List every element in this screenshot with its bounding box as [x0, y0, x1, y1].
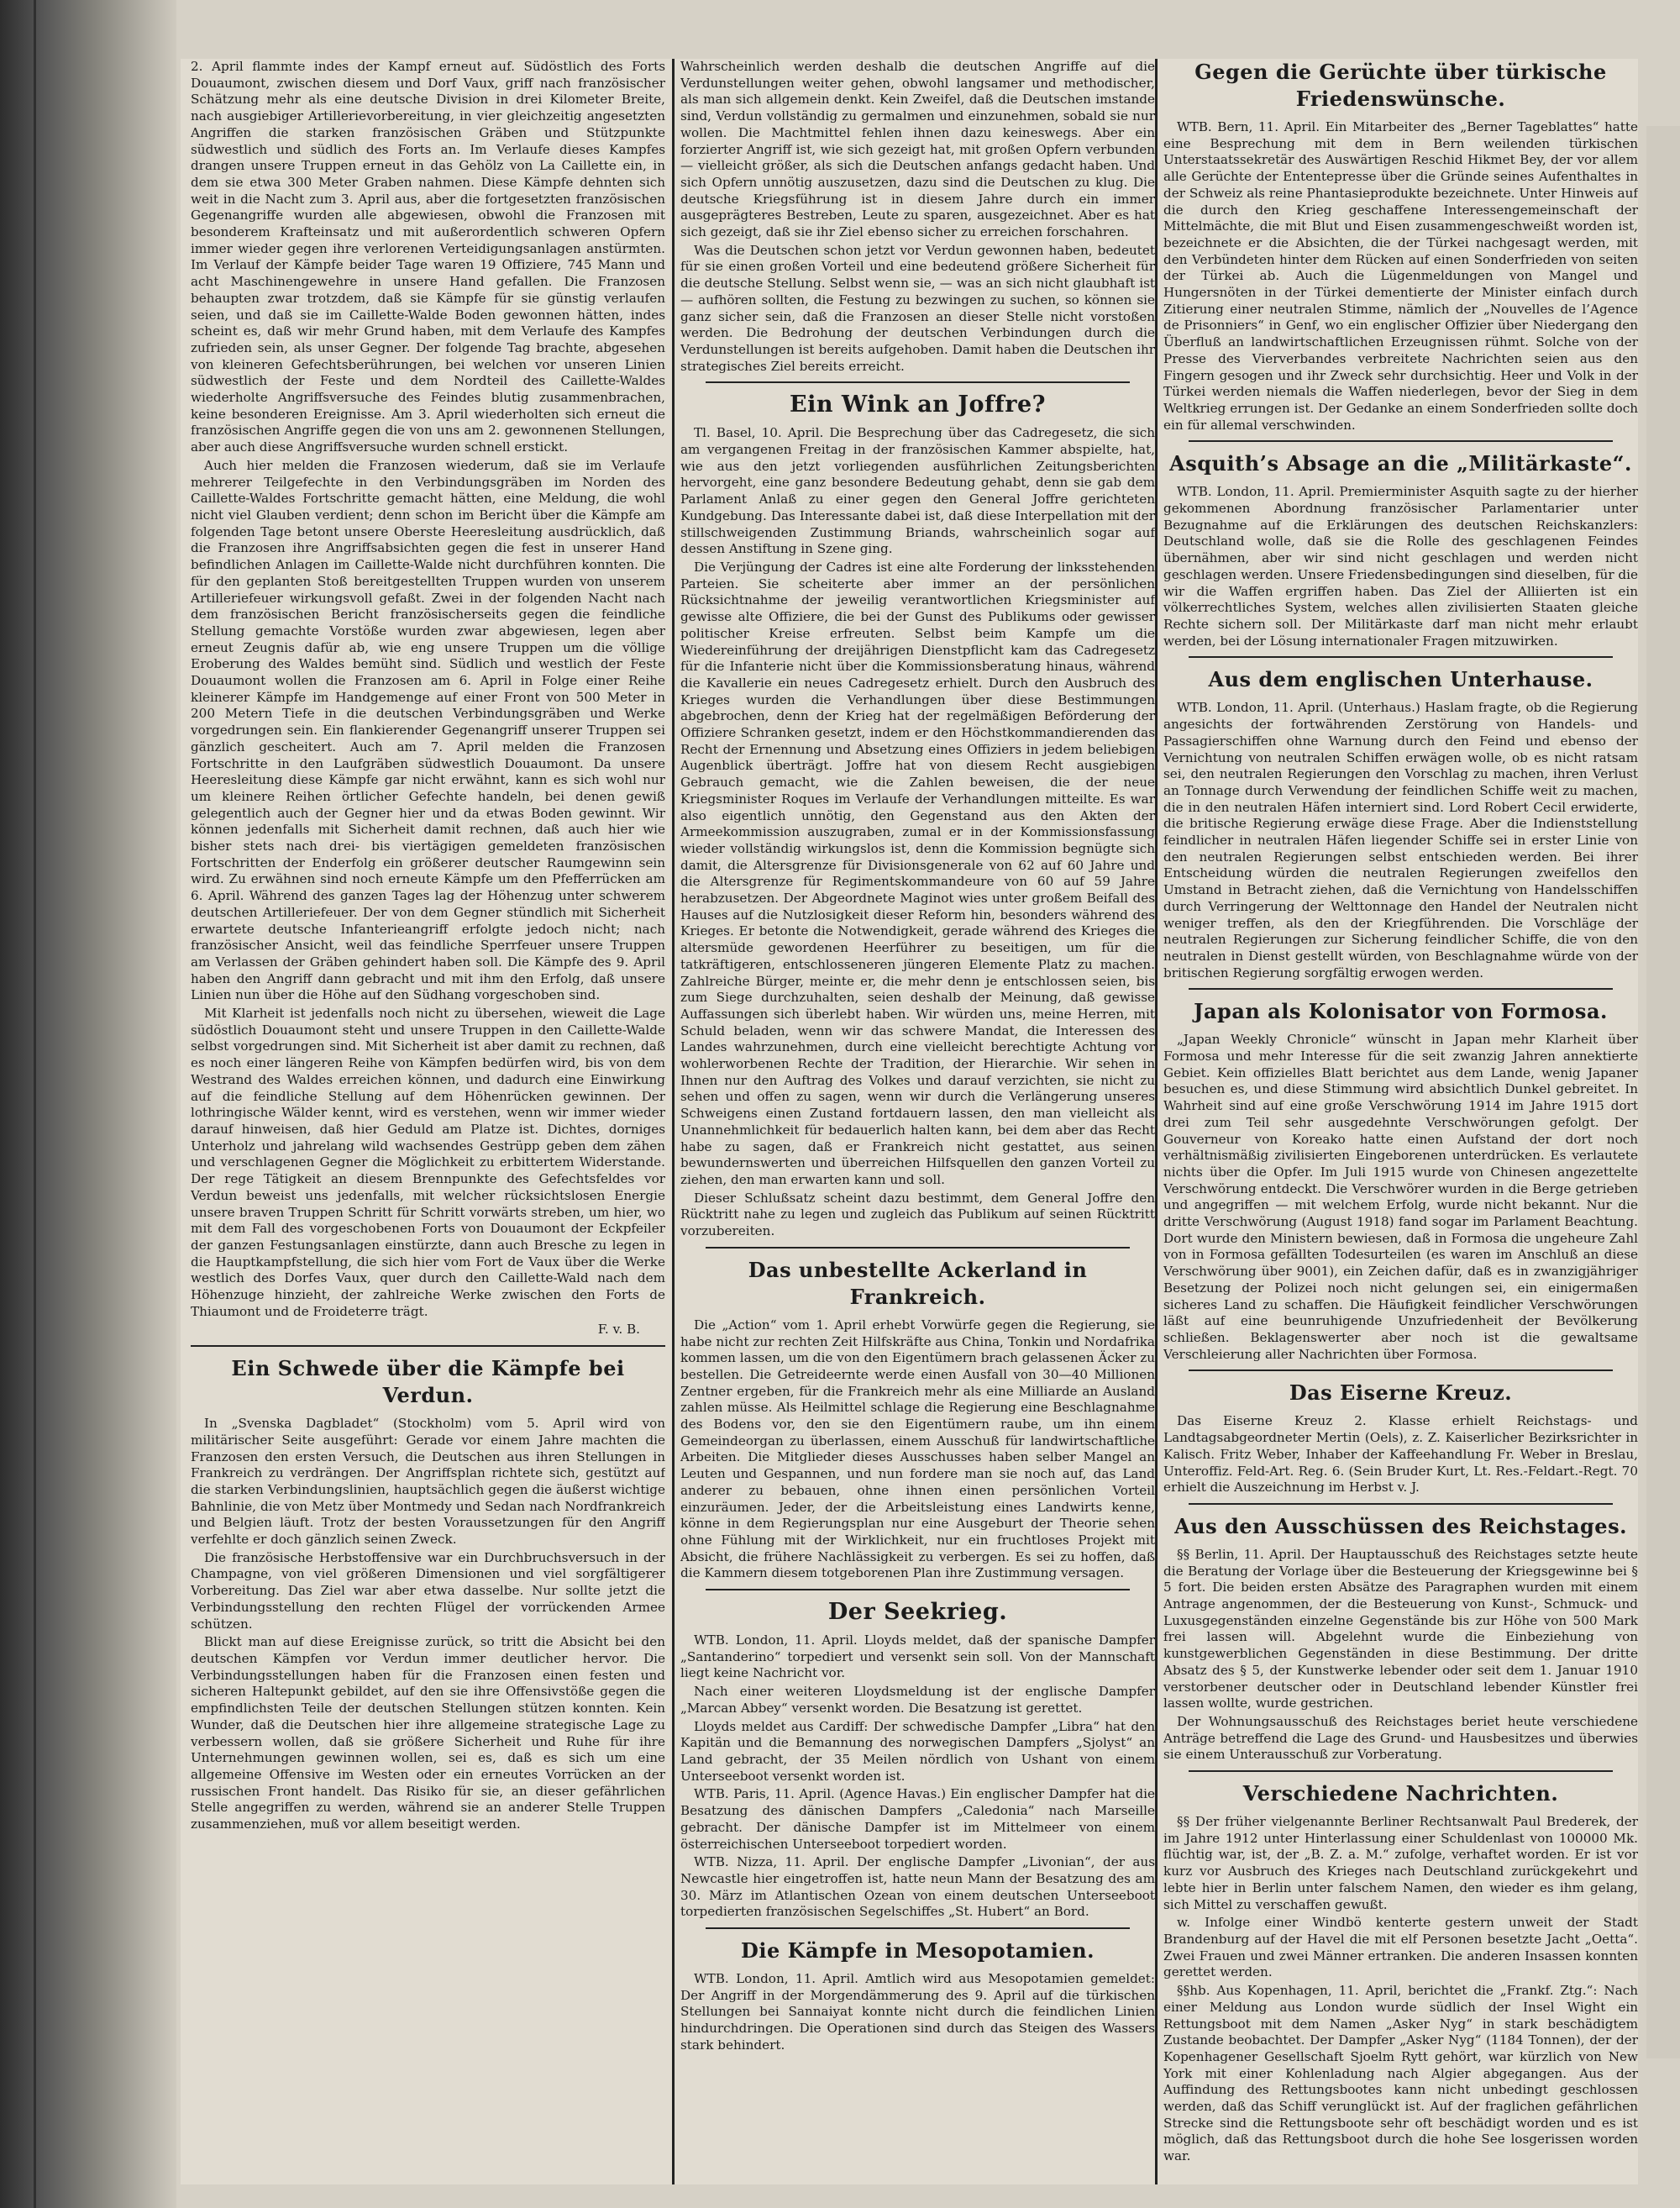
article-text: WTB. London, 11. April. Lloyds meldet, daß der spanische Dampfer „Santanderino“ torpediert und versenkt sein soll. Von der Mannschaft liegt keine Nachricht vor.: [680, 1632, 1155, 1681]
headline: Die Kämpfe in Mesopotamien.: [741, 1938, 1095, 1964]
article-text: Die Verjüngung der Cadres ist eine alte Forderung der linksstehenden Parteien. Sie scheiterte aber immer an der persönlichen Rücksichtnahme der jeweilig verantwortlichen Kriegsminister auf gewisse alte Offiziere, die bei der Gunst des Publikums oder gewisser politischer Kreise erfreuten. Selbst beim Kampfe um die Wiedereinführung der dreijährigen Dienstpflicht kam das Cadregesetz für die Infanterie nicht über die Kommissionsberatung hinaus, während die Kavallerie ein neues Cadregesetz erhielt. Durch den Ausbruch des Krieges wurden die Verhandlungen über diese Bestimmungen abgebrochen, denn der Krieg hat der regelmäßigen Beförderung der Offiziere Schranken gesetzt, indem er den Höchstkommandierenden das Recht der Ernennung und Absetzung eines Offiziers in jedem beliebigen Augenblick überträgt. Joffre hat von diesem Recht ausgiebigen Gebrauch gemacht, wie die Zahlen beweisen, die der neue Kriegsminister Roques im Verlaufe der Verhandlungen mitteilte. Es war also eigentlich unnötig, den Gegenstand aus den Akten der Armeekommission auszugraben, zumal er in der Kommissionsfassung wieder vollständig wirkungslos ist, denn die Kommission begnügte sich damit, die Altersgrenze für Divisionsgenerale von 62 auf 60 Jahre und die Altersgrenze für Regimentskommandeure von 60 auf 59 Jahre herabzusetzen. Der Abgeordnete Maginot wies unter großem Beifall des Hauses auf die Nutzlosigkeit dieser Reform hin, besonders während des Krieges. Er betonte die Notwendigkeit, gerade während des Krieges die altersmüde gewordenen Heerführer zu beseitigen, um für die tatkräftigeren, entschlosseneren jüngeren Elemente Platz zu machen. Zahlreiche Bürger, meinte er, die mehr denn je entschlossen seien, bis zum Siege durchzuhalten, seien deshalb der Meinung, daß gewisse Auffassungen sich überlebt haben. Wir würden uns, meine Herren, mit Schuld beladen, wenn wir das schwere Mandat, die Interessen des Landes wahrzunehmen, durch eine vielleicht berechtigte Achtung vor wohlerworbenen Rechte der Tradition, der Hierarchie. Wir sehen in Ihnen nur den Auftrag des Volkes und darauf verzichten, sie nicht zu sehen und offen zu sagen, wenn wir durch die Verlängerung unseres Schweigens einen Zustand fortdauern lassen, den man vielleicht als Unannehmlichkeit für bedauerlich halten kann, bei dem aber das Recht habe zu sagen, daß er Frankreich nicht gestattet, aus seinen bewundernswerten und überreichen Hilfsquellen den ganzen Vorteil zu ziehen, den man erwarten kann und soll.: [680, 559, 1155, 1187]
divider: [191, 1345, 665, 1347]
article-text: w. Infolge einer Windbö kenterte gestern unweit der Stadt Brandenburg auf der Havel die mit elf Personen besetzte Jacht „Oetta“. Zwei Frauen und zwei Männer ertranken. Die anderen Insassen konnten gerettet werden.: [1163, 1915, 1638, 1980]
divider: [706, 381, 1130, 383]
article-text: Der Wohnungsausschuß des Reichstages beriet heute verschiedene Anträge betreffend die Lage des Grund- und Hausbesitzes und überwies sie einem Unterausschuß zur Vorberatung.: [1163, 1713, 1638, 1763]
headline: Asquith’s Absage an die „Militärkaste“.: [1169, 451, 1632, 476]
headline: Japan als Kolonisator von Formosa.: [1194, 999, 1608, 1024]
column-rule: [672, 59, 675, 2184]
column-3: [1163, 59, 1638, 2184]
article-text: §§ Der früher vielgenannte Berliner Rechtsanwalt Paul Brederek, der im Jahre 1912 unter Hinterlassung einer Schuldenlast von 100000 Mk. flüchtig war, ist, der „B. Z. a. M.“ zufolge, verhaftet worden. Er ist vor kurz vor Ausbruch des Krieges nach Deutschland zurückgekehrt und lebte hier in Berlin unter falschem Namen, den wieder es ihm gelang, sich Mittel zu verschaffen gewußt.: [1163, 1814, 1638, 1912]
headline: Das unbestellte Ackerland in Frankreich.: [748, 1257, 1088, 1309]
divider: [1189, 988, 1613, 990]
author-signature: F. v. B.: [597, 1322, 640, 1338]
divider: [706, 1589, 1130, 1590]
newspaper-page: [181, 59, 1638, 2184]
article-text: WTB. Bern, 11. April. Ein Mitarbeiter des „Berner Tageblattes“ hatte eine Besprechung mit dem in Bern weilenden türkischen Unterstaatssekretär des Auswärtigen Reschid Hikmet Bey, der vor allem alle Gerüchte der Ententepresse über die Gründe seines Aufenthaltes in der Schweiz als reine Phantasieprodukte bezeichnete. Unter Hinweis auf die durch den Krieg geschaffene Interessengemeinschaft der Mittelmächte, die mit Blut und Eisen zusammengeschweißt worden ist, bezeichnete er die Absichten, die der Türkei nachgesagt werden, mit den Verbündeten hinter dem Rücken auf einen Sonderfrieden von seiten der Türkei ab. Auch die Lügenmeldungen von Mangel und Hungersnöten in der Türkei dementierte der Minister einfach durch Zitierung einer neutralen Stimme, nämlich der „Nouvelles de l’Agence de Prisonniers“ in Genf, wo ein englischer Offizier über Niedergang den Überfluß an landwirtschaftlichen Erzeugnissen rühmt. Solche von der Presse des Vierverbandes verbreitete Nachrichten seien aus den Fingern gesogen und ihr Zweck sehr durchsichtig. Heer und Volk in der Türkei werden niemals die Waffen niederlegen, bevor der Sieg in dem Weltkrieg errungen ist. Der Gedanke an einem Sonderfrieden sollte doch ein für allemal verschwinden.: [1163, 119, 1638, 433]
article-text: §§hb. Aus Kopenhagen, 11. April, berichtet die „Frankf. Ztg.“: Nach einer Meldung aus London wurde südlich der Insel Wight ein Rettungsboot mit dem Namen „Asker Nyg“ in stark beschädigtem Zustande beobachtet. Der Dampfer „Asker Nyg“ (1184 Tonnen), der der Kopenhagener Gesellschaft Sjoelm Rytt gehört, war kürzlich von New York mit einer Kohlenladung nach Algier abgegangen. Aus der Auffindung des Rettungsbootes kann nicht unbedingt geschlossen werden, daß das Schiff verunglückt ist. Auf der fraglichen gefährlichen Strecke sind die Rettungsboote sehr oft beschädigt worden und es ist möglich, daß das Rettungsboot durch die hohe See losgerissen worden war.: [1163, 1983, 1638, 2164]
article-text: WTB. Paris, 11. April. (Agence Havas.) Ein englischer Dampfer hat die Besatzung des dänischen Dampfers „Caledonia“ nach Marseille gebracht. Der dänische Dampfer ist im Mittelmeer von einem österreichischen Unterseeboot torpediert worden.: [680, 1786, 1155, 1852]
column-rule: [1155, 59, 1158, 2184]
article-text: WTB. Nizza, 11. April. Der englische Dampfer „Livonian“, der aus Newcastle hier eingetroffen ist, hatte neun Mann der Besatzung des am 30. März im Atlantischen Ozean von einem deutschen Unterseeboot torpedierten französischen Segelschiffes „St. Hubert“ an Bord.: [680, 1854, 1155, 1920]
article-text: „Japan Weekly Chronicle“ wünscht in Japan mehr Klarheit über Formosa und mehr Interesse für die seit zwanzig Jahren annektierte Gebiet. Kein offizielles Blatt berichtet aus dem Lande, wenig Japaner besuchen es, und diese Stimmung wird absichtlich Dunkel gebreitet. In Wahrheit sind auf eine große Verschwörung 1914 im Jahre 1915 dort drei zum Teil sehr ausgedehnte Verschwörungen gefolgt. Der Gouverneur von Koreako hatte einen Aufstand der dort noch verhältnismäßig zivilisierten Eingeborenen unterdrücken. Es verlautete nichts über die Opfer. Im Juli 1915 wurde von Chinesen angezettelte Verschwörung entdeckt. Die Verschwörer wurden in die Berge getrieben und angegriffen — mit welchem Erfolg, wurde nicht bekannt. Nur die dritte Verschwörung (August 1918) fand sogar im Parlament Beachtung. Dort wurde den Ministern bewiesen, daß in Formosa die ungeheure Zahl von in Formosa gefällten Todesurteilen (es waren im Anschluß an diese Verschwörung über 9001), ein Zeichen dafür, daß es in zwanzigjähriger Besetzung der Polizei noch nicht gelungen sei, ein einigermaßen sicheres Land zu schaffen. Die Häufigkeit feindlicher Verschwörungen läßt auf eine beunruhigende Unzufriedenheit der Bevölkerung schließen. Beklagenswerter aber noch ist die gewaltsame Verschleierung aller Nachrichten über Formosa.: [1163, 1032, 1638, 1362]
headline: Der Seekrieg.: [827, 1599, 1008, 1626]
headline: Gegen die Gerüchte über türkische Friedenswünsche.: [1194, 60, 1607, 111]
article-text: Die „Action“ vom 1. April erhebt Vorwürfe gegen die Regierung, sie habe nicht zur rechten Zeit Hilfskräfte aus China, Tonkin und Nordafrika kommen lassen, um die von den Eigentümern brach gelassenen Äcker zu bestellen. Die Getreideernte werde einen Ausfall von 30—40 Millionen Zentner ergeben, für die Frankreich mehr als eine Milliarde an Ausland zahlen müsse. Als Heilmittel schlage die Regierung eine Beschlagnahme des Bodens vor, den sie den Eigentümern raube, um ihn einem Gemeindeorgan zu überlassen, einem Ausschuß für landwirtschaftliche Arbeiten. Die Mitglieder dieses Ausschusses haben selber Mangel an Leuten und Gespannen, und nun fordere man sie noch auf, das Land anderer zu bebauen, ohne ihnen einen persönlichen Vorteil einzuräumen. Jeder, der die Arbeitsleistung eines Landwirts kenne, könne in dem Regierungsplan nur eine Ausgeburt der Theorie sehen ohne Fühlung mit der Wirklichkeit, nur ein fruchtloses Projekt mit Absicht, die frühere Nachlässigkeit zu verbergen. Es sei zu hoffen, daß die Kammern diesem totgeborenen Plan ihre Zustimmung versagen.: [680, 1317, 1155, 1581]
headline: Ein Schwede über die Kämpfe bei Verdun.: [231, 1356, 625, 1408]
divider: [1189, 656, 1613, 658]
article-text: WTB. London, 11. April. Amtlich wird aus Mesopotamien gemeldet: Der Angriff in der Morgendämmerung des 9. April auf die türkischen Stellungen bei Sannaiyat konnte nicht durch die feindlichen Linien hindurchdringen. Die Operationen sind durch das Steigen des Wassers stark behindert.: [680, 1971, 1155, 2053]
next-page-edge: [1646, 126, 1680, 2058]
headline: Aus dem englischen Unterhause.: [1208, 667, 1593, 692]
article-text: WTB. London, 11. April. Premierminister Asquith sagte zu der hierher gekommenen Abordnung französischer Parlamentarier unter Bezugnahme auf die Erklärungen des deutschen Reichskanzlers: Deutschland wolle, daß sie die Rolle des geschlagenen Feindes übernähmen, aber wir sind nicht geschlagen und werden nicht geschlagen werden. Unsere Friedensbedingungen sind dieselben, für die wir die Waffen ergriffen haben. Das Ziel der Alliierten ist ein völkerrechtliches System, welches allen zivilisierten Staaten gleiche Rechte sichern soll. Der Militärkaste darf man nicht mehr erlaubt werden, bei der Lösung internationaler Fragen mitzuwirken.: [1163, 484, 1638, 649]
article-text: Tl. Basel, 10. April. Die Besprechung über das Cadregesetz, die sich am vergangenen Freitag in der französischen Kammer abspielte, hat, wie aus den jetzt vorliegenden ausführlichen Zeitungsberichten hervorgeht, eine ganz besondere Bedeutung gehabt, denn sie gab dem Parlament Anlaß zu einer gegen den General Joffre gerichteten Kundgebung. Das Interessante dabei ist, daß diese Interpellation mit der stillschweigenden Zustimmung Briands, wahrscheinlich sogar auf dessen Anstiftung in Szene ging.: [680, 425, 1155, 557]
article-text: 2. April flammte indes der Kampf erneut auf. Südöstlich des Forts Douaumont, zwischen diesem und Dorf Vaux, griff nach französischer Schätzung mehr als eine deutsche Division in drei Kilometer Breite, nach ausgiebiger Artillerievorbereitung, in vier gleichzeitig angesetzten Angriffen die starken französischen Gräben und Stützpunkte südwestlich und südlich des Forts an. Im Verlaufe dieses Kampfes drangen unsere Truppen erneut in das Gehölz von La Caillette ein, in dem sie etwa 300 Meter Graben nahmen. Diese Kämpfe dehnten sich weit in die Nacht zum 3. April aus, aber die fortgesetzten französischen Gegenangriffe wurden alle abgewiesen, obwohl die Franzosen mit besonderem Krafteinsatz und mit außerordentlich schweren Opfern immer wieder gegen ihre verlorenen Verteidigungsanlagen anstürmten. Im Verlauf der Kämpfe beider Tage waren 19 Offiziere, 745 Mann und acht Maschinengewehre in unsere Hand gefallen. Die Franzosen behaupten zwar trotzdem, daß sie Kämpfe für sie günstig verlaufen seien, und daß sie im Caillette-Walde Boden gewonnen hätten, indes scheint es, daß wir mehr Grund haben, mit dem Verlaufe des Kampfes zufrieden sein, als unser Gegner. Der folgende Tag brachte, abgesehen von kleineren Gefechtsberührungen, bei welchen vor unseren Linien südwestlich der Feste und dem Nordteil des Caillette-Waldes wiederholte Angriffsversuche des Feindes blutig zusammenbrachen, keine besonderen Ereignisse. Am 3. April wiederholten sich erneut die französischen Angriffe gegen die von uns am 2. gewonnenen Stellungen, aber auch diese Angriffsversuche wurden schnell erstickt.: [191, 59, 665, 455]
divider: [706, 1247, 1130, 1249]
headline: Verschiedene Nachrichten.: [1242, 1781, 1559, 1806]
divider: [1189, 1503, 1613, 1505]
divider: [1189, 1369, 1613, 1371]
article-text: Nach einer weiteren Lloydsmeldung ist der englische Dampfer „Marcan Abbey“ versenkt worden. Die Besatzung ist gerettet.: [680, 1684, 1155, 1716]
article-text: WTB. London, 11. April. (Unterhaus.) Haslam fragte, ob die Regierung angesichts der fortwährenden Zerstörung von Handels- und Passagierschiffen ohne Warnung durch den Feind und ebenso der Vernichtung von neutralen Schiffen erwägen wolle, ob es nicht ratsam sei, den neutralen Regierungen den Vorschlag zu machen, ihren Verlust an Tonnage durch Verwendung der feindlichen Schiffe weit zu machen, die in den neutralen Häfen interniert sind. Lord Robert Cecil erwiderte, die britische Regierung erwäge diese Frage. Aber die Indienststellung feindlicher in neutralen Häfen liegender Schiffe sei in erster Linie von den neutralen Regierungen selbst entschieden werden. Bei ihrer Entscheidung würden die neutralen Regierungen zweifellos den Umstand in Betracht ziehen, daß die Vernichtung von Handelsschiffen durch Verringerung der Welttonnage den Handel der Neutralen nicht weniger treffen, als den der Kriegführenden. Die Vorschläge der neutralen Regierungen zur Sicherung feindlicher Schiffe, die von den neutralen in Dienst gestellt würden, von Beschlagnahme würde von der britischen Regierung sorgfältig erwogen werden.: [1163, 700, 1638, 980]
article-text: Mit Klarheit ist jedenfalls noch nicht zu übersehen, wieweit die Lage südöstlich Douaumont steht und unsere Truppen in den Caillette-Walde selbst vorgedrungen sind. Mit Sicherheit ist aber damit zu rechnen, daß es noch einer längeren Reihe von Kämpfen bedürfen wird, bis von dem Westrand des Waldes erreichen können, und dadurch eine Einwirkung auf die feindliche Stellung auf dem Höhenrücken gewinnen. Der lothringische Wälder kennt, wird es verstehen, wenn wir immer wieder darauf hinweisen, daß hier Geduld am Platze ist. Dichtes, dorniges Unterholz und jahrelang wild wachsendes Gestrüpp geben dem zähen und verschlagenen Gegner die Möglichkeit zu erbittertem Widerstande. Der rege Tätigkeit an diesem Brennpunkte des Gefechtsfeldes vor Verdun beweist uns jedenfalls, mit welcher rücksichtslosen Energie unsere braven Truppen Schritt für Schritt vorwärts streben, um hier, wo mit dem Fall des vorgeschobenen Forts von Douaumont der Eckpfeiler der ganzen Festungsanlagen einstürzte, dann auch Bresche zu legen in die Hauptkampfstellung, die sich hier vom Fort de Vaux über die Werke westlich des Dorfes Vaux, quer durch den Caillette-Wald nach dem Höhenzuge hinzieht, der zahlreiche Werke zwischen den Forts de Thiaumont und de Froideterre trägt.: [191, 1006, 665, 1319]
article-text: Lloyds meldet aus Cardiff: Der schwedische Dampfer „Libra“ hat den Kapitän und die Bemannung des norwegischen Dampfers „Sjolyst“ an Land gebracht, der 35 Meilen nördlich von Ushant von einem Unterseeboot versenkt worden ist.: [680, 1718, 1155, 1784]
article-text: Blickt man auf diese Ereignisse zurück, so tritt die Absicht bei den deutschen Kämpfen vor Verdun immer deutlicher hervor. Die Verbindungsstellungen haben für die Franzosen einen festen und sicheren Haltepunkt gebildet, auf den sie ihre Offensivstöße gegen die empfindlichsten Teile der deutschen Stellungen stützen konnten. Kein Wunder, daß die Deutschen hier ihre allgemeine strategische Lage zu verbessern wollen, daß sie größere Sicherheit und Ruhe für ihre Unternehmungen gewinnen wollen, sei es, daß es sich um eine allgemeine Offensive im Westen oder ein erneutes Vorrücken an der russischen Front handelt. Das Risiko für sie, an dieser gefährlichen Stelle angegriffen zu werden, während sie an anderer Stelle Truppen zusammenziehen, muß vor allem beseitigt werden.: [191, 1634, 665, 1832]
divider: [1189, 1770, 1613, 1772]
column-1: [191, 59, 665, 2184]
article-text: Was die Deutschen schon jetzt vor Verdun gewonnen haben, bedeutet für sie einen großen Vorteil und eine bedeutend größere Sicherheit für die deutsche Stellung. Selbst wenn sie, — was an sich nicht glaubhaft ist — aufhören sollten, die Festung zu bezwingen zu suchen, so können sie ganz sicher sein, daß die Franzosen an dieser Stelle nicht vorstoßen werden. Die Bedrohung der deutschen Verbindungen durch die Verdunstellungen ist bereits aufgehoben. Damit haben die Deutschen ihr strategisches Ziel bereits erreicht.: [680, 242, 1155, 374]
article-text: Die französische Herbstoffensive war ein Durchbruchsversuch in der Champagne, von viel größeren Dimensionen und viel sorgfältigerer Vorbereitung. Das Ziel war aber etwa dasselbe. Nur sollte jetzt die Verbindungsstellung den rechten Flügel der vorrückenden Armee schützen.: [191, 1549, 665, 1632]
article-text: Wahrscheinlich werden deshalb die deutschen Angriffe auf die Verdunstellungen weiter gehen, obwohl langsamer und methodischer, als man sich allgemein denkt. Kein Zweifel, daß die Deutschen imstande sind, Verdun vollständig zu germalmen und einzunehmen, sobald sie nur wollen. Die Machtmittel fehlen ihnen dazu keineswegs. Aber ein forzierter Angriff ist, wie sich gezeigt hat, mit großen Opfern verbunden — vielleicht größer, als sich die Deutschen anfangs gedacht haben. Und sich Opfern unnötig auszusetzen, dazu sind die Deutschen zu klug. Die deutsche Kriegsführung ist in diesem Jahre durch ein immer ausgeprägteres Bestreben, Leute zu sparen, ausgezeichnet. Aber es hat sich gezeigt, daß sie ihr Ziel ebenso sicher zu erreichen forschahren.: [680, 59, 1155, 240]
article-text: Auch hier melden die Franzosen wiederum, daß sie im Verlaufe mehrerer Teilgefechte in den Verbindungsgräben im Norden des Caillette-Waldes Fortschritte gemacht hätten, eine Meldung, die wohl nicht viel Glauben verdient; denn schon im Bericht über die Kämpfe am folgenden Tage betont unsere Oberste Heeresleitung ausdrücklich, daß die Franzosen ihre Angriffsabsichten gegen die fest in unserer Hand befindlichen Anlagen im Caillette-Walde nicht durchführen konnten. Die für den geplanten Stoß bereitgestellten Truppen wurden von unserem Artilleriefeuer wirkungsvoll gefaßt. Zwei in der folgenden Nacht nach dem französischen Bericht französischerseits gegen die feindliche Stellung gemachte Vorstöße wurden zwar abgewiesen, legen aber erneut Zeugnis dafür ab, wie eng unsere Truppen um die völlige Eroberung des Waldes bemüht sind. Südlich und westlich der Feste Douaumont wollen die Franzosen am 6. April in Folge einer Reihe kleinerer Kämpfe im Handgemenge auf einer Front von 500 Meter in 200 Metern Tiefe in die deutschen Verbindungsgräben und Werke vorgedrungen sein. Ein flankierender Gegenangriff unserer Truppen sei gänzlich gescheitert. Auch am 7. April melden die Franzosen Fortschritte in den Laufgräben südwestlich Douaumont. Da unsere Heeresleitung diese Kämpfe gar nicht erwähnt, kann es sich wohl nur um kleinere Reihen örtlicher Gefechte handeln, bei denen gewiß gelegentlich auch der Gegner hier und da etwas Boden gewinnt. Wir können jedenfalls mit Sicherheit damit rechnen, daß auch hier wie bisher stets nach drei- bis viertägigen gemeldeten französischen Fortschritten der Enderfolg ein größerer deutscher Raumgewinn sein wird. Zu erwähnen sind noch erneute Kämpfe um den Pfefferrücken am 6. April. Während des ganzen Tages lag der Höhenzug unter schwerem deutschen Artilleriefeuer. Der von dem Gegner stündlich mit Sicherheit erwartete deutsche Infanterieangriff erfolgte jedoch nicht; nach französischer Ansicht, weil das feindliche Sperrfeuer unsere Truppen am Verlassen der Gräben gehindert haben soll. Die Kämpfe des 9. April haben den Angriff dann gebracht und mit ihm den Erfolg, daß unsere Linien nun über die Höhe auf den Südhang vorgeschoben sind.: [191, 457, 665, 1003]
headline: Ein Wink an Joffre?: [790, 392, 1046, 418]
article-text: Dieser Schlußsatz scheint dazu bestimmt, dem General Joffre den Rücktritt nahe zu legen und zugleich das Publikum auf seinen Rücktritt vorzubereiten.: [680, 1190, 1155, 1239]
book-binding: [0, 0, 176, 2208]
article-text: Das Eiserne Kreuz 2. Klasse erhielt Reichstags- und Landtagsabgeordneter Mertin (Oels), z. Z. Kaiserlicher Bezirksrichter in Kalisch. Fritz Weber, Inhaber der Kaffeehandlung Fr. Weber in Breslau, Unteroffiz. Feld-Art. Reg. 6. (Sein Bruder Kurt, Lt. Res.-Feldart.-Regt. 70 erhielt die Auszeichnung im Herbst v. J.: [1163, 1413, 1638, 1496]
binding-edge: [34, 0, 36, 2208]
article-text: In „Svenska Dagbladet“ (Stockholm) vom 5. April wird von militärischer Seite ausgeführt: Gerade vor einem Jahre machten die Franzosen den ersten Versuch, die Deutschen aus ihren Stellungen in Frankreich zu verdrängen. Der Angriffsplan richtete sich, gestützt auf die starken Verbindungslinien, hauptsächlich gegen die äußerst wichtige Bahnlinie, die von Metz über Montmedy und Sedan nach Nordfrankreich und Belgien läuft. Trotz der besten Voraussetzungen für den Angriff verfehlte er doch gänzlich seinen Zweck.: [191, 1416, 665, 1548]
column-2: [680, 59, 1155, 2184]
headline: Das Eiserne Kreuz.: [1289, 1380, 1513, 1406]
divider: [1189, 440, 1613, 442]
article-text: §§ Berlin, 11. April. Der Hauptausschuß des Reichstages setzte heute die Beratung der Vorlage über die Besteuerung der Kriegsgewinne bei § 5 fort. Die beiden ersten Absätze des Paragraphen wurden mit einem Antrage angenommen, der die Besteuerung von Kunst-, Schmuck- und Luxusgegenständen einzelne Gegenstände bis zur Höhe von 500 Mark frei lassen will. Abgelehnt wurde die Einbeziehung von kunstgewerblichen Gegenständen in diese Bestimmung. Der dritte Absatz des § 5, der Kunstwerke lebender oder seit dem 1. Januar 1910 verstorbener deutscher oder in Deutschland lebender Künstler frei lassen wollte, wurde gestrichen.: [1163, 1546, 1638, 1711]
headline: Aus den Ausschüssen des Reichstages.: [1174, 1513, 1627, 1538]
divider: [706, 1927, 1130, 1929]
